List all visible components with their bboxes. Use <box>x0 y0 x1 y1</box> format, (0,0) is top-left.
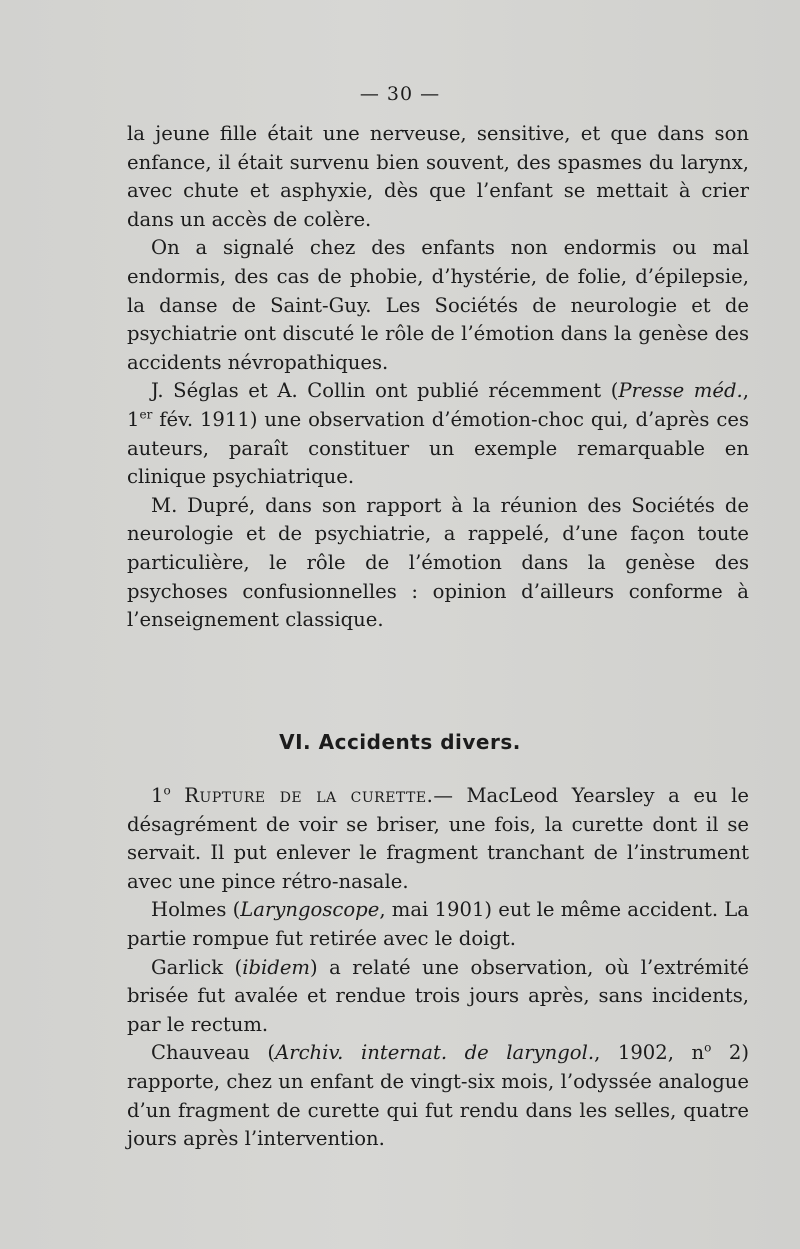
text-run <box>171 784 185 807</box>
text-run: J. Séglas et A. Collin ont publié récemment ( <box>151 379 619 403</box>
text-run: 2) rapporte, chez un enfant de vingt-six mois, l’odyssée analogue d’un fragment de curette qui fut rendu dans les selles, quatre jours après l’intervention. <box>127 1041 749 1151</box>
paragraph <box>127 896 749 953</box>
text-run: , 1902, n <box>594 1041 705 1065</box>
paragraph <box>127 377 749 491</box>
paragraph <box>127 1039 749 1153</box>
italic-text: ibidem <box>242 955 310 979</box>
italic-text: Presse méd. <box>618 379 743 403</box>
paragraph <box>127 234 749 377</box>
superscript-text: o <box>704 1040 712 1055</box>
paragraph <box>127 782 749 896</box>
text-run: , 1 <box>127 379 749 431</box>
page-number: — 30 — <box>359 83 441 105</box>
body-text-top <box>127 120 749 635</box>
text-run: fév. 1911) une observation d’émotion-choc qui, d’après ces auteurs, paraît constituer un exemple remarquable en clinique psychiatrique. <box>127 407 749 489</box>
text-run: M. Dupré, dans son rapport à la réunion des Sociétés de neurologie et de psychiatrie, a rappelé, d’une façon toute particulière, le rôle de l’émotion dans la genèse des psychoses confusionnelles : opinion d’ailleurs conforme à l’enseignement classique. <box>127 493 749 632</box>
body-text-bottom <box>127 782 749 1154</box>
text-run: Chauveau ( <box>151 1041 276 1065</box>
text-run: Garlick ( <box>151 955 243 979</box>
text-run: ) a relaté une observation, où l’extrémité brisée fut avalée et rendue trois jours après, sans incidents, par le rectum. <box>127 955 749 1036</box>
paragraph <box>127 120 749 234</box>
text-run: 1 <box>151 784 164 807</box>
text-run: On a signalé chez des enfants non endormis ou mal endormis, des cas de phobie, d’hystérie, de folie, d’épilepsie, la danse de Saint-Guy. Les Sociétés de neurologie et de psychiatrie ont discuté le rôle de l’émotion dans la genèse des accidents névropathiques. <box>127 236 749 374</box>
superscript-text: er <box>139 407 153 422</box>
paragraph <box>127 954 749 1040</box>
text-run: , mai 1901) eut le même accident. La partie rompue fut retirée avec le doigt. <box>127 898 749 950</box>
italic-text: Archiv. internat. de laryngol. <box>275 1041 595 1065</box>
italic-text: Laryngoscope <box>240 898 380 922</box>
text-run: la jeune fille était une nerveuse, sensitive, et que dans son enfance, il était survenu bien souvent, des spasmes du larynx, avec chute et asphyxie, dès que l’enfant se mettait à crier dans un accès de colère. <box>127 122 749 231</box>
text-run: — MacLeod Yearsley a eu le désagrément de voir se briser, une fois, la curette dont il se servait. Il put enlever le fragment tranchant de l’instrument avec une pince rétro-nasale. <box>127 784 749 893</box>
section-heading: VI. Accidents divers. <box>279 730 521 754</box>
paragraph <box>127 492 749 635</box>
smallcaps-heading: Rupture de la curette. <box>184 784 434 807</box>
text-run: Holmes ( <box>151 898 241 922</box>
superscript-text: o <box>163 783 171 798</box>
